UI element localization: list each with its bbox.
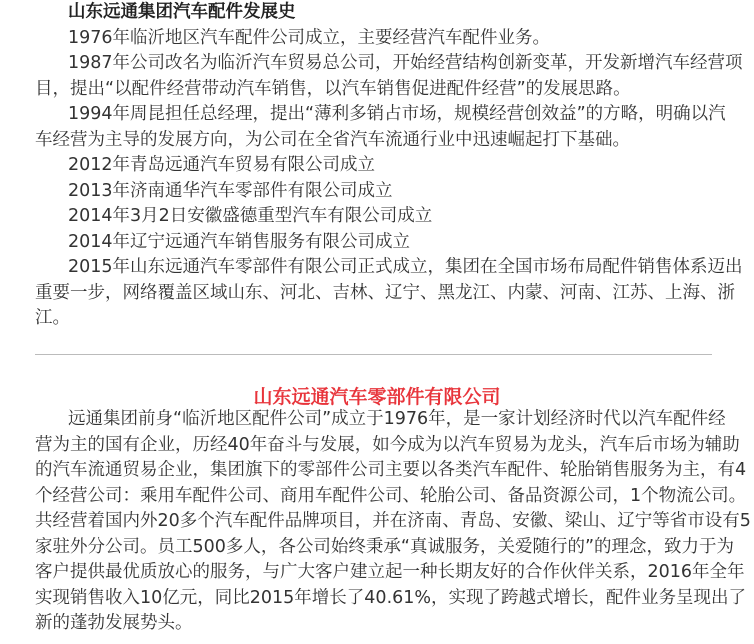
text-line: 新的蓬勃发展势头。 — [35, 613, 193, 633]
text-line: 客户提供最优质放心的服务，与广大客户建立起一种长期友好的合作伙伴关系，2016年全年 — [35, 562, 745, 582]
history-paragraphs — [35, 26, 743, 332]
text-line: 营为主的国有企业，历经40年奋斗与发展，如今成为以汽车贸易为龙头，汽车后市场为辅助 — [35, 434, 740, 455]
text-line: 目，提出“以配件经营带动汽车销售，以汽车销售促进配件经营”的发展思路。 — [35, 78, 631, 99]
history-section — [35, 0, 743, 332]
history-paragraph — [35, 255, 743, 332]
section-divider — [35, 354, 712, 355]
text-line: 2014年辽宁远通汽车销售服务有限公司成立 — [68, 231, 411, 252]
company-intro — [35, 407, 751, 637]
text-line: 2014年3月2日安徽盛德重型汽车有限公司成立 — [68, 206, 433, 226]
history-paragraph — [35, 179, 715, 205]
text-line: 共经营着国内外20多个汽车配件品牌项目，并在济南、青岛、安徽、梁山、辽宁等省市设有5 — [35, 511, 751, 531]
text-line: 江。 — [35, 308, 70, 328]
text-line: 实现销售收入10亿元，同比2015年增长了40.61%，实现了跨越式增长，配件业务呈现出了 — [35, 587, 747, 608]
text-line: 的汽车流通贸易企业，集团旗下的零部件公司主要以各类汽车配件、轮胎销售服务为主，有4 — [35, 460, 747, 480]
company-title: 山东远通汽车零部件有限公司 — [253, 386, 501, 408]
history-title: 山东远通集团汽车配件发展史 — [68, 2, 296, 22]
text-line: 重要一步，网络覆盖区域山东、河北、吉林、辽宁、黑龙江、内蒙、河南、江苏、上海、浙 — [35, 282, 735, 303]
text-line: 个经营公司：乘用车配件公司、商用车配件公司、轮胎公司、备品资源公司，1个物流公司。 — [35, 485, 747, 506]
text-line: 1994年周昆担任总经理，提出“薄利多销占市场，规模经营创效益”的方略，明确以汽 — [68, 104, 726, 124]
text-line: 1976年临沂地区汽车配件公司成立，主要经营汽车配件业务。 — [68, 27, 551, 48]
history-paragraph — [35, 204, 715, 230]
text-line: 1987年公司改名为临沂汽车贸易总公司，开始经营结构创新变革，开发新增汽车经营项 — [68, 53, 743, 73]
text-line: 2015年山东远通汽车零部件有限公司正式成立，集团在全国市场布局配件销售体系迈出 — [68, 257, 743, 277]
text-line: 车经营为主导的发展方向，为公司在全省汽车流通行业中迅速崛起打下基础。 — [35, 129, 630, 150]
text-line: 远通集团前身“临沂地区配件公司”成立于1976年，是一家计划经济时代以汽车配件经 — [68, 409, 726, 429]
text-line: 2013年济南通华汽车零部件有限公司成立 — [68, 180, 393, 201]
history-paragraph — [35, 230, 715, 256]
text-line: 家驻外分公司。员工500多人，各公司始终秉承“真诚服务，关爱随行的”的理念，致力于为 — [35, 536, 735, 557]
text-line: 2012年青岛远通汽车贸易有限公司成立 — [68, 155, 376, 175]
history-paragraph — [35, 26, 715, 52]
history-paragraph — [35, 153, 715, 179]
history-paragraph — [35, 51, 743, 102]
history-paragraph — [35, 102, 726, 153]
